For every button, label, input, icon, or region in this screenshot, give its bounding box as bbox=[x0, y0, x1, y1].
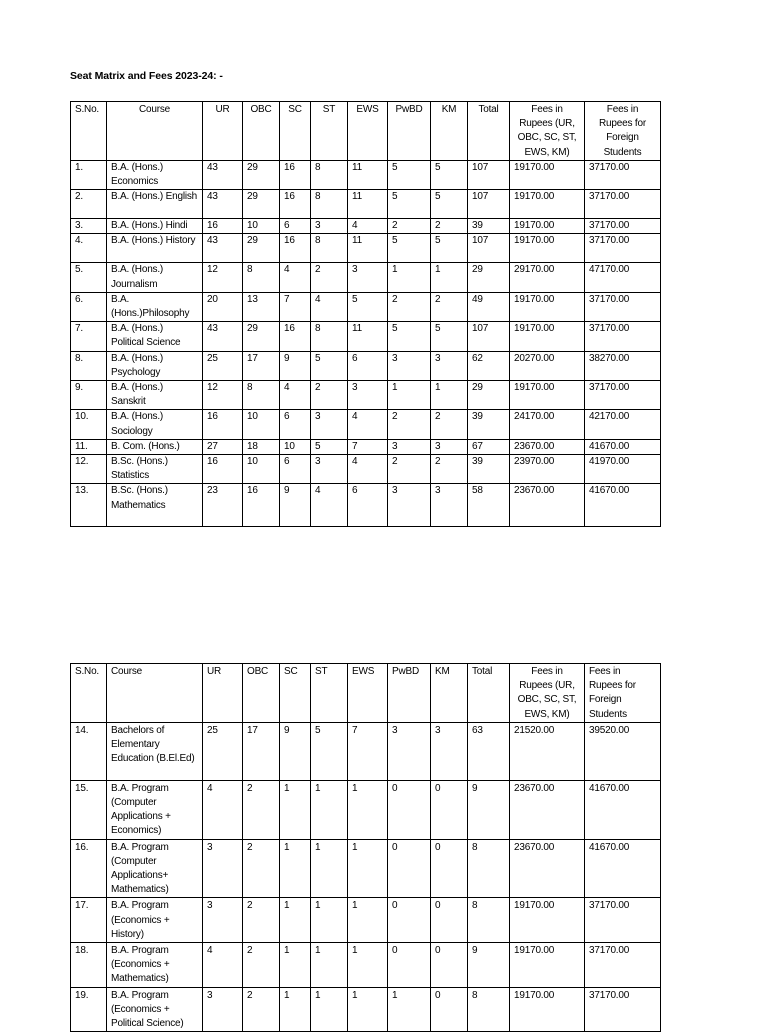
table-row bbox=[71, 484, 661, 527]
cell-sno: 2. bbox=[71, 190, 107, 219]
cell-sno: 16. bbox=[71, 839, 107, 898]
cell-sno: 5. bbox=[71, 263, 107, 292]
header-km: KM bbox=[431, 102, 468, 161]
cell-sno: 10. bbox=[71, 410, 107, 439]
cell-sno: 6. bbox=[71, 292, 107, 321]
cell-course: B.A. (Hons.) Political Science bbox=[107, 322, 203, 351]
table-row bbox=[71, 839, 661, 898]
cell-pwbd: 5 bbox=[388, 160, 431, 189]
cell-sc: 1 bbox=[280, 943, 311, 988]
cell-foreign-fees: 37170.00 bbox=[585, 234, 661, 263]
header-sc: SC bbox=[280, 102, 311, 161]
cell-sno: 14. bbox=[71, 722, 107, 780]
cell-sc: 16 bbox=[280, 160, 311, 189]
cell-sno: 9. bbox=[71, 381, 107, 410]
cell-st: 8 bbox=[311, 234, 348, 263]
cell-fees: 20270.00 bbox=[510, 351, 585, 380]
cell-fees: 29170.00 bbox=[510, 263, 585, 292]
cell-total: 107 bbox=[468, 190, 510, 219]
cell-course: B.A. (Hons.) Economics bbox=[107, 160, 203, 189]
cell-pwbd: 3 bbox=[388, 351, 431, 380]
cell-foreign-fees: 37170.00 bbox=[585, 322, 661, 351]
cell-pwbd: 1 bbox=[388, 263, 431, 292]
cell-pwbd: 3 bbox=[388, 484, 431, 527]
cell-ews: 4 bbox=[348, 410, 388, 439]
cell-pwbd: 3 bbox=[388, 439, 431, 454]
cell-total: 49 bbox=[468, 292, 510, 321]
cell-pwbd: 2 bbox=[388, 219, 431, 234]
header-pwbd: PwBD bbox=[388, 102, 431, 161]
cell-sc: 6 bbox=[280, 410, 311, 439]
cell-course: B.A. Program (Computer Applications+ Mathematics) bbox=[107, 839, 203, 898]
cell-st: 4 bbox=[311, 484, 348, 527]
table-row bbox=[71, 219, 661, 234]
cell-ews: 11 bbox=[348, 190, 388, 219]
cell-km: 2 bbox=[431, 219, 468, 234]
cell-pwbd: 5 bbox=[388, 190, 431, 219]
cell-sc: 7 bbox=[280, 292, 311, 321]
cell-sc: 1 bbox=[280, 987, 311, 1032]
cell-course: B. Com. (Hons.) bbox=[107, 439, 203, 454]
cell-total: 107 bbox=[468, 322, 510, 351]
table-row bbox=[71, 381, 661, 410]
cell-ews: 3 bbox=[348, 381, 388, 410]
header-pwbd: PwBD bbox=[388, 664, 431, 723]
cell-total: 63 bbox=[468, 722, 510, 780]
cell-ews: 1 bbox=[348, 987, 388, 1032]
cell-pwbd: 5 bbox=[388, 234, 431, 263]
cell-foreign-fees: 37170.00 bbox=[585, 160, 661, 189]
cell-fees: 23970.00 bbox=[510, 455, 585, 484]
cell-total: 39 bbox=[468, 455, 510, 484]
cell-obc: 2 bbox=[243, 780, 280, 839]
cell-ur: 25 bbox=[203, 351, 243, 380]
cell-ur: 3 bbox=[203, 839, 243, 898]
cell-sc: 6 bbox=[280, 219, 311, 234]
cell-ur: 3 bbox=[203, 987, 243, 1032]
cell-ur: 23 bbox=[203, 484, 243, 527]
cell-km: 5 bbox=[431, 234, 468, 263]
cell-sc: 16 bbox=[280, 322, 311, 351]
cell-obc: 2 bbox=[243, 943, 280, 988]
cell-sno: 11. bbox=[71, 439, 107, 454]
cell-sno: 18. bbox=[71, 943, 107, 988]
table-row bbox=[71, 351, 661, 380]
cell-foreign-fees: 39520.00 bbox=[585, 722, 661, 780]
cell-sno: 12. bbox=[71, 455, 107, 484]
cell-foreign-fees: 37170.00 bbox=[585, 898, 661, 943]
cell-st: 1 bbox=[311, 839, 348, 898]
cell-foreign-fees: 41670.00 bbox=[585, 439, 661, 454]
cell-fees: 23670.00 bbox=[510, 780, 585, 839]
cell-pwbd: 2 bbox=[388, 410, 431, 439]
cell-st: 1 bbox=[311, 898, 348, 943]
cell-ews: 4 bbox=[348, 219, 388, 234]
cell-total: 9 bbox=[468, 780, 510, 839]
cell-fees: 19170.00 bbox=[510, 322, 585, 351]
header-sno: S.No. bbox=[71, 664, 107, 723]
cell-pwbd: 5 bbox=[388, 322, 431, 351]
table-row bbox=[71, 987, 661, 1032]
table-row bbox=[71, 292, 661, 321]
cell-st: 3 bbox=[311, 455, 348, 484]
table-row bbox=[71, 722, 661, 780]
cell-foreign-fees: 47170.00 bbox=[585, 263, 661, 292]
cell-fees: 23670.00 bbox=[510, 484, 585, 527]
cell-sc: 16 bbox=[280, 234, 311, 263]
cell-pwbd: 1 bbox=[388, 987, 431, 1032]
cell-st: 1 bbox=[311, 780, 348, 839]
cell-km: 1 bbox=[431, 381, 468, 410]
seat-matrix-table-1 bbox=[70, 101, 661, 527]
cell-foreign-fees: 41670.00 bbox=[585, 484, 661, 527]
cell-foreign-fees: 37170.00 bbox=[585, 381, 661, 410]
cell-sno: 1. bbox=[71, 160, 107, 189]
cell-course: B.A. (Hons.) Journalism bbox=[107, 263, 203, 292]
cell-foreign-fees: 38270.00 bbox=[585, 351, 661, 380]
cell-course: B.A. Program (Economics + History) bbox=[107, 898, 203, 943]
header-total: Total bbox=[468, 102, 510, 161]
cell-fees: 23670.00 bbox=[510, 439, 585, 454]
cell-foreign-fees: 41670.00 bbox=[585, 780, 661, 839]
header-course: Course bbox=[107, 102, 203, 161]
cell-fees: 19170.00 bbox=[510, 219, 585, 234]
cell-fees: 19170.00 bbox=[510, 381, 585, 410]
cell-km: 5 bbox=[431, 190, 468, 219]
cell-fees: 24170.00 bbox=[510, 410, 585, 439]
cell-sc: 9 bbox=[280, 484, 311, 527]
cell-km: 3 bbox=[431, 484, 468, 527]
cell-obc: 8 bbox=[243, 263, 280, 292]
cell-ur: 4 bbox=[203, 780, 243, 839]
cell-st: 8 bbox=[311, 160, 348, 189]
header-obc: OBC bbox=[243, 664, 280, 723]
cell-pwbd: 0 bbox=[388, 780, 431, 839]
cell-total: 29 bbox=[468, 381, 510, 410]
cell-course: B.A. (Hons.) Hindi bbox=[107, 219, 203, 234]
cell-total: 9 bbox=[468, 943, 510, 988]
cell-pwbd: 0 bbox=[388, 898, 431, 943]
seat-matrix-table-2 bbox=[70, 663, 661, 1032]
cell-sc: 1 bbox=[280, 898, 311, 943]
cell-course: Bachelors of Elementary Education (B.El.Ed) bbox=[107, 722, 203, 780]
cell-total: 8 bbox=[468, 898, 510, 943]
table-row bbox=[71, 234, 661, 263]
cell-course: B.Sc. (Hons.) Mathematics bbox=[107, 484, 203, 527]
cell-ur: 25 bbox=[203, 722, 243, 780]
cell-st: 2 bbox=[311, 381, 348, 410]
cell-total: 8 bbox=[468, 839, 510, 898]
cell-ews: 1 bbox=[348, 780, 388, 839]
cell-km: 0 bbox=[431, 780, 468, 839]
cell-obc: 2 bbox=[243, 839, 280, 898]
cell-total: 107 bbox=[468, 160, 510, 189]
cell-ews: 1 bbox=[348, 839, 388, 898]
cell-fees: 23670.00 bbox=[510, 839, 585, 898]
cell-course: B.Sc. (Hons.) Statistics bbox=[107, 455, 203, 484]
cell-ews: 11 bbox=[348, 234, 388, 263]
cell-km: 1 bbox=[431, 263, 468, 292]
cell-obc: 2 bbox=[243, 898, 280, 943]
cell-km: 2 bbox=[431, 410, 468, 439]
table-row bbox=[71, 263, 661, 292]
header-fees: Fees in Rupees (UR, OBC, SC, ST, EWS, KM) bbox=[510, 102, 585, 161]
header-fees: Fees in Rupees (UR, OBC, SC, ST, EWS, KM) bbox=[510, 664, 585, 723]
cell-fees: 19170.00 bbox=[510, 160, 585, 189]
cell-sc: 10 bbox=[280, 439, 311, 454]
header-km: KM bbox=[431, 664, 468, 723]
header-ews: EWS bbox=[348, 102, 388, 161]
cell-foreign-fees: 42170.00 bbox=[585, 410, 661, 439]
cell-sc: 1 bbox=[280, 780, 311, 839]
table-row bbox=[71, 160, 661, 189]
cell-obc: 10 bbox=[243, 455, 280, 484]
cell-sno: 4. bbox=[71, 234, 107, 263]
cell-pwbd: 1 bbox=[388, 381, 431, 410]
cell-sc: 16 bbox=[280, 190, 311, 219]
cell-km: 2 bbox=[431, 455, 468, 484]
cell-st: 5 bbox=[311, 722, 348, 780]
cell-total: 39 bbox=[468, 410, 510, 439]
header-foreign-fees: Fees in Rupees for Foreign Students bbox=[585, 102, 661, 161]
cell-obc: 10 bbox=[243, 219, 280, 234]
cell-ews: 3 bbox=[348, 263, 388, 292]
cell-foreign-fees: 41970.00 bbox=[585, 455, 661, 484]
cell-obc: 29 bbox=[243, 322, 280, 351]
cell-fees: 19170.00 bbox=[510, 987, 585, 1032]
cell-fees: 19170.00 bbox=[510, 292, 585, 321]
cell-st: 3 bbox=[311, 219, 348, 234]
cell-ews: 4 bbox=[348, 455, 388, 484]
cell-sno: 15. bbox=[71, 780, 107, 839]
cell-ews: 1 bbox=[348, 898, 388, 943]
cell-pwbd: 0 bbox=[388, 839, 431, 898]
cell-st: 3 bbox=[311, 410, 348, 439]
cell-course: B.A. Program (Economics + Mathematics) bbox=[107, 943, 203, 988]
cell-sno: 3. bbox=[71, 219, 107, 234]
cell-sno: 19. bbox=[71, 987, 107, 1032]
cell-pwbd: 2 bbox=[388, 292, 431, 321]
cell-obc: 16 bbox=[243, 484, 280, 527]
table-row bbox=[71, 780, 661, 839]
cell-pwbd: 3 bbox=[388, 722, 431, 780]
table-row bbox=[71, 898, 661, 943]
cell-obc: 17 bbox=[243, 722, 280, 780]
cell-ur: 16 bbox=[203, 219, 243, 234]
cell-ur: 12 bbox=[203, 263, 243, 292]
cell-total: 29 bbox=[468, 263, 510, 292]
cell-st: 4 bbox=[311, 292, 348, 321]
cell-foreign-fees: 41670.00 bbox=[585, 839, 661, 898]
cell-foreign-fees: 37170.00 bbox=[585, 987, 661, 1032]
cell-ews: 1 bbox=[348, 943, 388, 988]
cell-total: 39 bbox=[468, 219, 510, 234]
cell-pwbd: 2 bbox=[388, 455, 431, 484]
cell-ews: 6 bbox=[348, 351, 388, 380]
cell-sc: 4 bbox=[280, 263, 311, 292]
header-ur: UR bbox=[203, 102, 243, 161]
cell-obc: 13 bbox=[243, 292, 280, 321]
cell-km: 2 bbox=[431, 292, 468, 321]
cell-foreign-fees: 37170.00 bbox=[585, 219, 661, 234]
cell-ur: 43 bbox=[203, 234, 243, 263]
cell-ur: 12 bbox=[203, 381, 243, 410]
cell-fees: 19170.00 bbox=[510, 190, 585, 219]
header-course: Course bbox=[107, 664, 203, 723]
cell-course: B.A. Program (Computer Applications + Economics) bbox=[107, 780, 203, 839]
cell-obc: 18 bbox=[243, 439, 280, 454]
cell-pwbd: 0 bbox=[388, 943, 431, 988]
cell-km: 0 bbox=[431, 898, 468, 943]
cell-obc: 29 bbox=[243, 190, 280, 219]
cell-ur: 3 bbox=[203, 898, 243, 943]
cell-st: 1 bbox=[311, 943, 348, 988]
cell-obc: 2 bbox=[243, 987, 280, 1032]
cell-ews: 11 bbox=[348, 160, 388, 189]
cell-km: 5 bbox=[431, 322, 468, 351]
header-obc: OBC bbox=[243, 102, 280, 161]
table-header-row bbox=[71, 664, 661, 723]
cell-ur: 20 bbox=[203, 292, 243, 321]
cell-course: B.A. (Hons.)Philosophy bbox=[107, 292, 203, 321]
header-sc: SC bbox=[280, 664, 311, 723]
cell-course: B.A. (Hons.) Psychology bbox=[107, 351, 203, 380]
cell-ur: 43 bbox=[203, 322, 243, 351]
cell-ur: 4 bbox=[203, 943, 243, 988]
cell-ur: 16 bbox=[203, 410, 243, 439]
cell-ews: 7 bbox=[348, 439, 388, 454]
cell-sc: 4 bbox=[280, 381, 311, 410]
cell-fees: 21520.00 bbox=[510, 722, 585, 780]
cell-km: 0 bbox=[431, 839, 468, 898]
cell-ur: 43 bbox=[203, 160, 243, 189]
cell-sc: 6 bbox=[280, 455, 311, 484]
cell-course: B.A. (Hons.) Sanskrit bbox=[107, 381, 203, 410]
cell-st: 2 bbox=[311, 263, 348, 292]
cell-km: 0 bbox=[431, 987, 468, 1032]
cell-ews: 11 bbox=[348, 322, 388, 351]
cell-sno: 8. bbox=[71, 351, 107, 380]
header-ews: EWS bbox=[348, 664, 388, 723]
cell-obc: 29 bbox=[243, 160, 280, 189]
cell-km: 3 bbox=[431, 439, 468, 454]
cell-total: 107 bbox=[468, 234, 510, 263]
cell-sno: 13. bbox=[71, 484, 107, 527]
cell-sno: 17. bbox=[71, 898, 107, 943]
cell-st: 8 bbox=[311, 322, 348, 351]
cell-ews: 6 bbox=[348, 484, 388, 527]
header-foreign-fees: Fees in Rupees for Foreign Students bbox=[585, 664, 661, 723]
table-row bbox=[71, 410, 661, 439]
header-total: Total bbox=[468, 664, 510, 723]
table-row bbox=[71, 439, 661, 454]
cell-obc: 17 bbox=[243, 351, 280, 380]
cell-sc: 9 bbox=[280, 722, 311, 780]
cell-st: 1 bbox=[311, 987, 348, 1032]
cell-total: 58 bbox=[468, 484, 510, 527]
cell-ur: 16 bbox=[203, 455, 243, 484]
cell-course: B.A. (Hons.) English bbox=[107, 190, 203, 219]
cell-st: 8 bbox=[311, 190, 348, 219]
cell-obc: 10 bbox=[243, 410, 280, 439]
header-sno: S.No. bbox=[71, 102, 107, 161]
cell-foreign-fees: 37170.00 bbox=[585, 292, 661, 321]
cell-obc: 8 bbox=[243, 381, 280, 410]
cell-st: 5 bbox=[311, 351, 348, 380]
cell-course: B.A. Program (Economics + Political Science) bbox=[107, 987, 203, 1032]
cell-km: 3 bbox=[431, 722, 468, 780]
cell-ur: 43 bbox=[203, 190, 243, 219]
cell-sno: 7. bbox=[71, 322, 107, 351]
cell-fees: 19170.00 bbox=[510, 234, 585, 263]
cell-ur: 27 bbox=[203, 439, 243, 454]
cell-course: B.A. (Hons.) Sociology bbox=[107, 410, 203, 439]
cell-foreign-fees: 37170.00 bbox=[585, 190, 661, 219]
cell-sc: 1 bbox=[280, 839, 311, 898]
cell-km: 5 bbox=[431, 160, 468, 189]
table-row bbox=[71, 322, 661, 351]
cell-total: 62 bbox=[468, 351, 510, 380]
cell-foreign-fees: 37170.00 bbox=[585, 943, 661, 988]
cell-course: B.A. (Hons.) History bbox=[107, 234, 203, 263]
cell-fees: 19170.00 bbox=[510, 943, 585, 988]
cell-total: 8 bbox=[468, 987, 510, 1032]
cell-total: 67 bbox=[468, 439, 510, 454]
cell-km: 3 bbox=[431, 351, 468, 380]
cell-ews: 5 bbox=[348, 292, 388, 321]
cell-sc: 9 bbox=[280, 351, 311, 380]
header-st: ST bbox=[311, 102, 348, 161]
cell-fees: 19170.00 bbox=[510, 898, 585, 943]
cell-obc: 29 bbox=[243, 234, 280, 263]
page-heading: Seat Matrix and Fees 2023-24: - bbox=[70, 70, 223, 82]
table-row bbox=[71, 190, 661, 219]
cell-km: 0 bbox=[431, 943, 468, 988]
table-header-row bbox=[71, 102, 661, 161]
cell-st: 5 bbox=[311, 439, 348, 454]
header-ur: UR bbox=[203, 664, 243, 723]
table-row bbox=[71, 943, 661, 988]
table-row bbox=[71, 455, 661, 484]
cell-ews: 7 bbox=[348, 722, 388, 780]
header-st: ST bbox=[311, 664, 348, 723]
